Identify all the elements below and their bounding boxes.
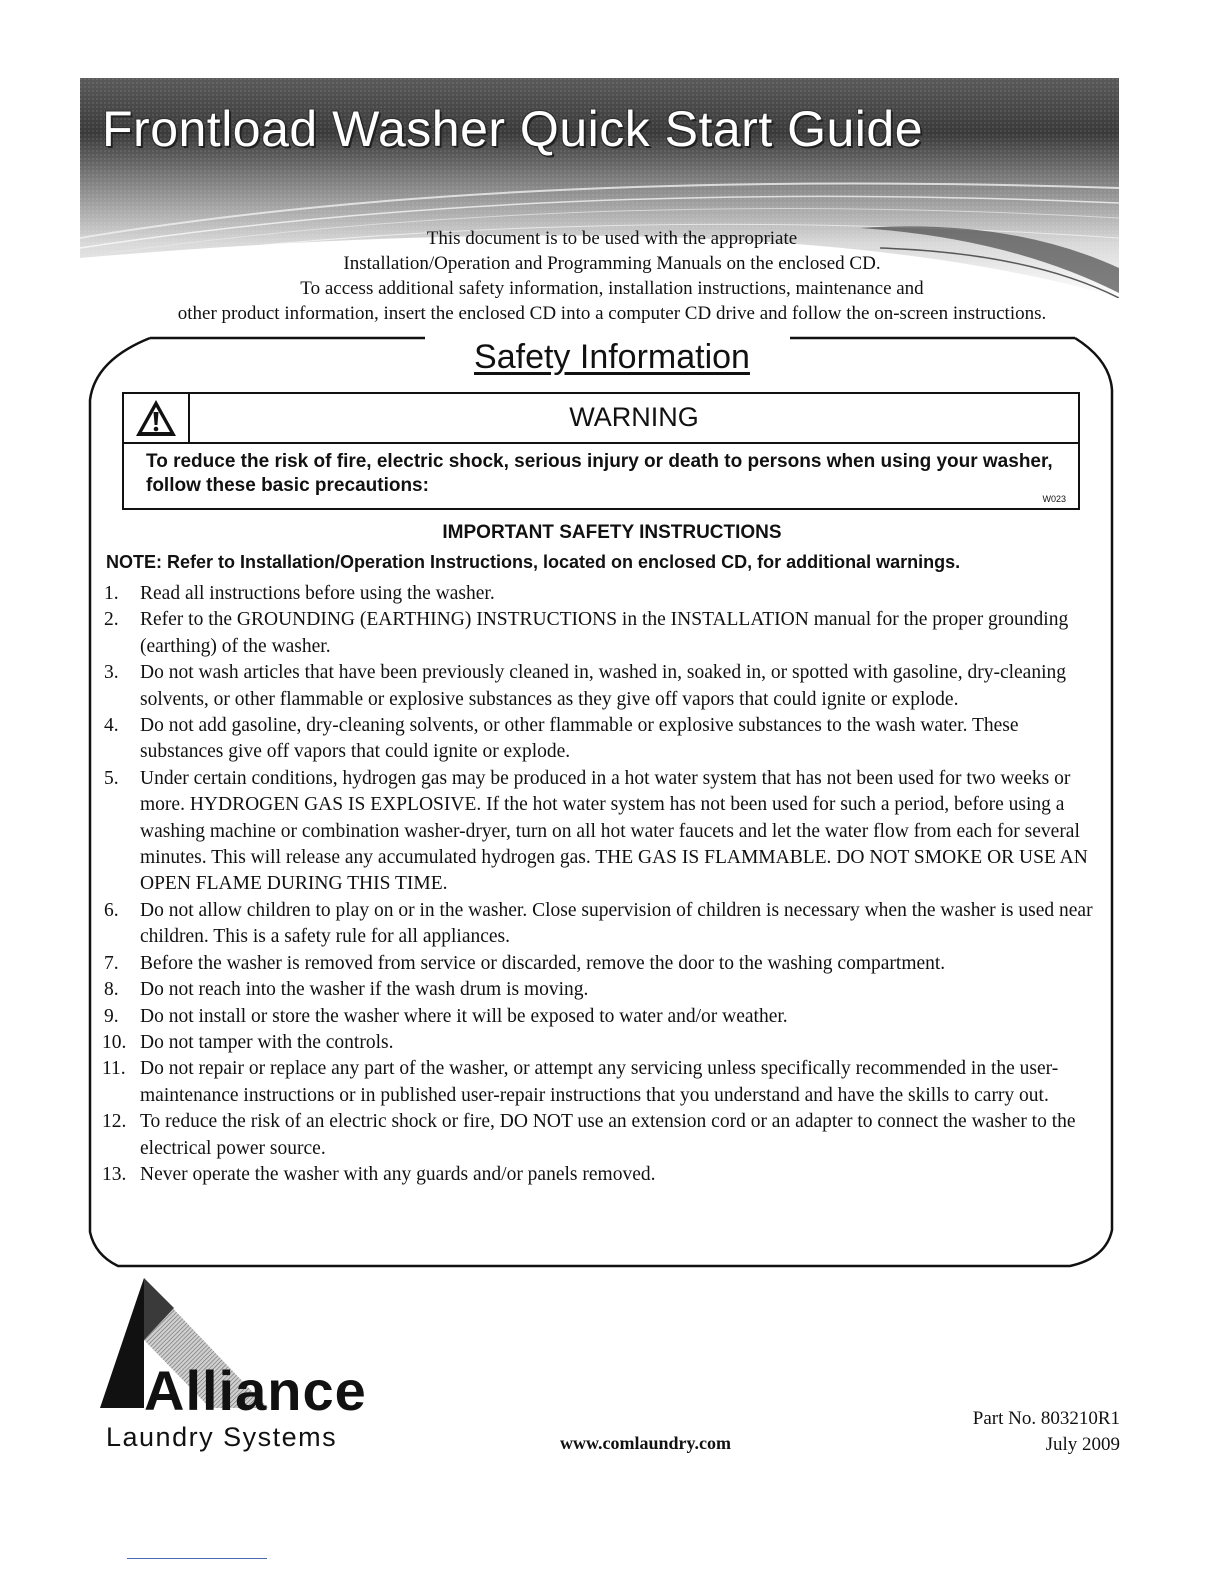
list-item-text: Do not wash articles that have been previously cleaned in, washed in, soaked in, or spotted with gasoline, dry-cleaning solvents, or other flammable or explosive substances as they give off vapors that could ignite or explode. [140,662,1066,710]
list-item-number: 2. [104,609,119,631]
footer-rule [127,1558,267,1559]
alliance-logo [100,1278,400,1458]
important-safety-instructions-heading: IMPORTANT SAFETY INSTRUCTIONS [442,522,782,543]
note-text: NOTE: Refer to Installation/Operation Instructions, located on enclosed CD, for additional warnings. [106,552,961,572]
list-item-text: Do not install or store the washer where it will be exposed to water and/or weather. [140,1005,788,1027]
list-item [104,898,1104,951]
list-item [104,951,1104,977]
warning-icon-cell [124,394,190,442]
list-item-text: Before the washer is removed from service or discarded, remove the door to the washing compartment. [140,952,946,974]
list-item-text: Do not repair or replace any part of the washer, or attempt any servicing unless specifically recommended in the user-maintenance instructions or in published user-repair instructions that you understand and have the skills to carry out. [140,1058,1059,1106]
intro-line: This document is to be used with the appropriate [426,228,798,249]
list-item [104,977,1104,1003]
list-item-number: 3. [104,662,119,684]
list-item-text: Do not tamper with the controls. [140,1031,394,1053]
list-item-number: 6. [104,899,119,921]
list-item-text: Under certain conditions, hydrogen gas may be produced in a hot water system that has not been used for two weeks or more. HYDROGEN GAS IS EXPLOSIVE. If the hot water system has not been used for such a period, before using a washing machine or combination washer-dryer, turn on all hot water faucets and let the water flow from each for several minutes. This will release any accumulated hydrogen gas. THE GAS IS FLAMMABLE. DO NOT SMOKE OR USE AN OPEN FLAME DURING THIS TIME. [140,767,1088,895]
intro-line: Installation/Operation and Programming Manuals on the enclosed CD. [343,253,881,274]
list-item [104,660,1104,713]
logo-subtitle: Laundry Systems [106,1422,338,1452]
safety-information-heading: Safety Information [474,338,750,376]
list-item [104,766,1104,898]
list-item-number: 1. [104,583,119,604]
list-item [104,713,1104,766]
logo-wordmark: Alliance [144,1359,367,1422]
list-item-number: 11. [102,1058,126,1080]
list-item-text: Do not add gasoline, dry-cleaning solvents, or other flammable or explosive substances to the wash water. These substances give off vapors that could ignite or explode. [140,715,1019,763]
part-number: Part No. 803210R1 [972,1408,1120,1429]
list-item-number: 4. [104,715,119,737]
list-item-text: Read all instructions before using the washer. [140,583,495,604]
list-item-text: Do not reach into the washer if the wash drum is moving. [140,979,589,1001]
list-item-text: Refer to the GROUNDING (EARTHING) INSTRUCTIONS in the INSTALLATION manual for the proper grounding (earthing) of the washer. [140,609,1069,657]
list-item-number: 10. [102,1031,127,1053]
warning-header [124,394,1078,444]
list-item-number: 8. [104,979,119,1001]
warning-text: To reduce the risk of fire, electric shock, serious injury or death to persons when using your washer, follow these basic precautions: [146,451,1053,496]
warning-box [122,392,1080,510]
list-item [104,1030,1104,1056]
list-item-number: 12. [102,1111,127,1133]
list-item [104,1004,1104,1030]
list-item [104,1109,1104,1162]
list-item-text: Never operate the washer with any guards and/or panels removed. [140,1163,656,1185]
list-item [104,1162,1104,1188]
safety-instructions-list [104,581,1104,1188]
warning-triangle-icon [134,398,178,438]
list-item-text: To reduce the risk of an electric shock or fire, DO NOT use an extension cord or an adapter to connect the washer to the electrical power source. [140,1111,1076,1159]
list-item-text: Do not allow children to play on or in the washer. Close supervision of children is necessary when the washer is used near children. This is a safety rule for all appliances. [140,899,1093,948]
website-url: www.comlaundry.com [560,1433,731,1453]
list-item [104,1056,1104,1109]
publication-date: July 2009 [1045,1434,1120,1455]
list-item-number: 13. [102,1163,127,1185]
intro-line: other product information, insert the enclosed CD into a computer CD drive and follow the on-screen instructions. [177,303,1047,324]
warning-code: W023 [1042,494,1066,504]
list-item-number: 7. [104,952,119,974]
page-title: Frontload Washer Quick Start Guide [102,101,924,157]
list-item-number: 9. [104,1005,119,1027]
intro-line: To access additional safety information, installation instructions, maintenance and [300,278,924,299]
warning-label: WARNING [569,402,699,432]
list-item [104,581,1104,607]
list-item-number: 5. [104,767,119,789]
part-info [973,1406,1120,1458]
list-item [104,607,1104,660]
